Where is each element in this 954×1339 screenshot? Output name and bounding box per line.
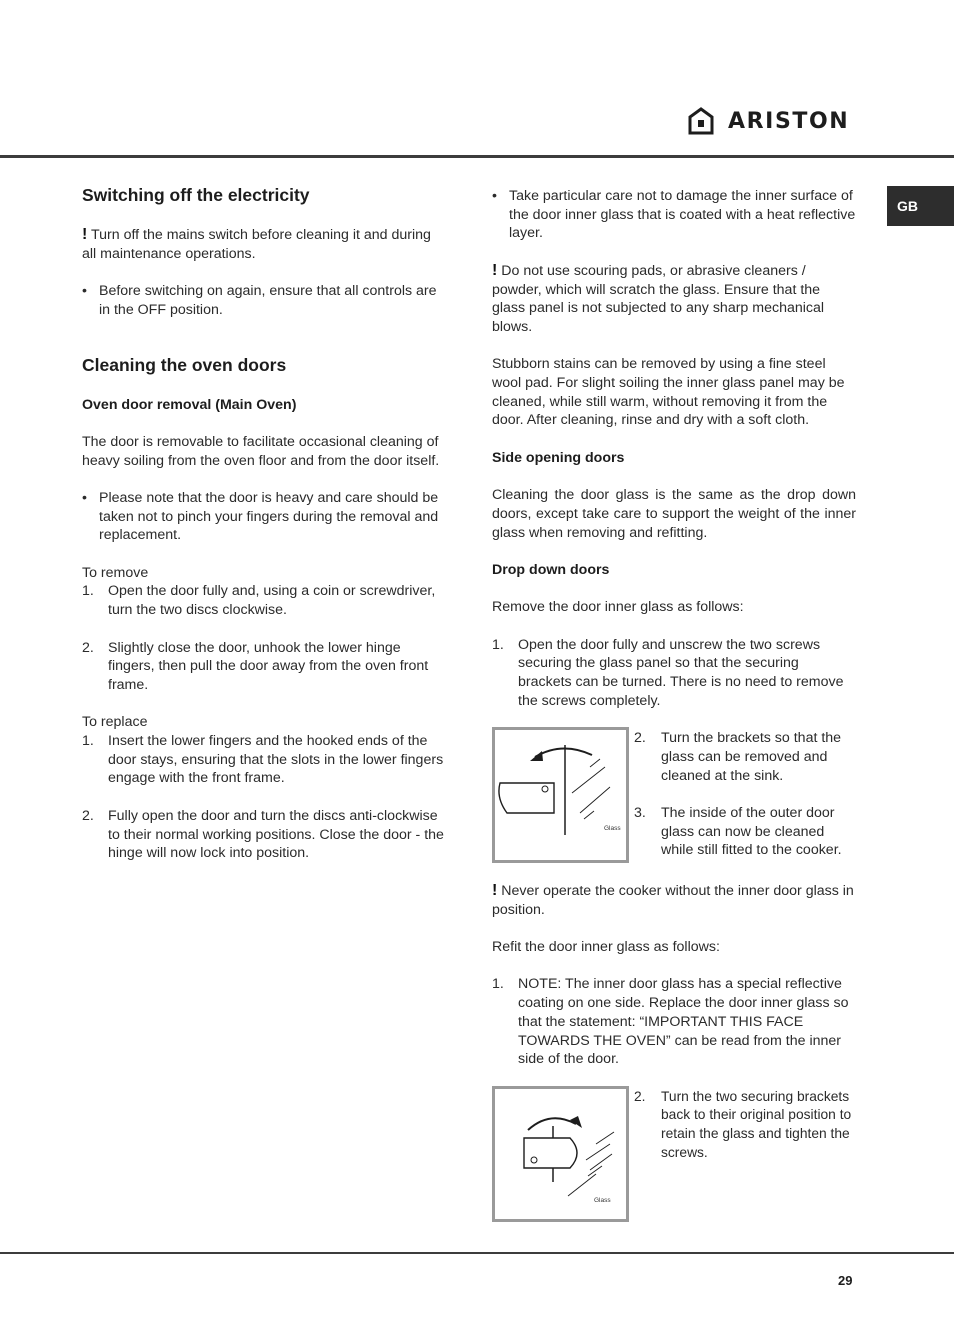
step-number: 2. — [82, 639, 94, 656]
warning-mark: ! — [492, 881, 498, 899]
warning-mark: ! — [82, 226, 88, 243]
door-intro: The door is removable to facilitate occasional cleaning of heavy soiling from the oven floor and from the door itself. — [82, 433, 440, 469]
refit-intro: Refit the door inner glass as follows: — [492, 939, 720, 956]
remove-step — [82, 582, 448, 619]
side-opening-text: Cleaning the door glass is the same as the drop down doors, except take care to support the weight of the inner glass when removing and refitting. — [492, 487, 856, 541]
footer-rule — [0, 1252, 954, 1254]
subtitle-drop-down: Drop down doors — [492, 561, 610, 578]
refit-step — [492, 975, 856, 1069]
section-title-oven-doors: Cleaning the oven doors — [82, 354, 287, 375]
remove-step — [82, 639, 448, 695]
page-number: 29 — [838, 1273, 853, 1288]
left-column — [82, 184, 448, 882]
step-text: Slightly close the door, unhook the lower hinge fingers, then pull the door away from the oven front frame. — [108, 639, 429, 693]
figure-steps-remove — [634, 729, 856, 860]
step-text: Turn the two securing brackets back to their original position to retain the glass and tighten the screws. — [661, 1088, 852, 1160]
stubborn-stains: Stubborn stains can be removed by using a fine steel wool pad. For slight soiling the inner glass panel may be cleaned, while still warm, without removing it from the door. After cleaning, rinse and dry with a soft cloth. — [492, 356, 845, 429]
step-text: Insert the lower fingers and the hooked ends of the door stays, ensuring that the slots in the lower fingers engage with the front frame. — [108, 733, 444, 787]
subtitle-side-opening: Side opening doors — [492, 449, 625, 466]
figure-row-refit — [492, 1088, 856, 1222]
section-title-electricity: Switching off the electricity — [82, 185, 310, 205]
step-number: 1. — [82, 733, 94, 750]
warning-no-inner-glass — [492, 882, 856, 919]
brand-logo — [688, 106, 849, 136]
brand-name: ARISTON — [728, 108, 850, 134]
warning-mark: ! — [492, 261, 498, 279]
bracket-turn-diagram-icon — [492, 727, 629, 863]
right-column — [492, 187, 856, 1240]
step-text: Fully open the door and turn the discs anti-clockwise to their normal working positions. Close the door - the hinge will now lock into position. — [108, 807, 444, 862]
figure-glass-label: Glass — [604, 825, 621, 833]
bracket-refit-diagram-icon — [492, 1086, 629, 1222]
fig-step — [634, 729, 856, 785]
bullet-controls-off: • Before switching on again, ensure that all controls are in the OFF position. — [82, 282, 448, 319]
step-number: 3. — [634, 805, 646, 822]
step-number: 1. — [492, 976, 504, 993]
bullet-heavy-door: • Please note that the door is heavy and care should be taken not to pinch your fingers during the removal and replacement. — [82, 489, 448, 545]
to-remove-label: To remove — [82, 564, 149, 581]
step-number: 1. — [82, 583, 94, 600]
step-text: Open the door fully and unscrew the two screws securing the glass panel so that the securing brackets can be turned. There is no need to remove the screws completely. — [518, 636, 844, 709]
step-number: 2. — [634, 730, 646, 747]
fig-step — [634, 804, 856, 860]
figure-glass-label: Glass — [594, 1196, 611, 1204]
replace-step — [82, 807, 448, 863]
bullet-inner-surface: • Take particular care not to damage the inner surface of the door inner glass that is coated with a heat reflective layer. — [492, 187, 856, 243]
step-number: 1. — [492, 636, 504, 653]
step-number: 2. — [82, 807, 94, 824]
drop-step — [492, 636, 856, 711]
fig-step — [634, 1088, 856, 1163]
header-rule — [0, 155, 954, 158]
subtitle-door-removal: Oven door removal (Main Oven) — [82, 396, 297, 413]
step-text: The inside of the outer door glass can now be cleaned while still fitted to the cooker. — [661, 805, 842, 859]
figure-row-remove — [492, 729, 856, 863]
warning-mains — [82, 226, 448, 263]
drop-down-intro: Remove the door inner glass as follows: — [492, 599, 744, 616]
warning-no-inner-glass-text: Never operate the cooker without the inner door glass in position. — [492, 882, 854, 918]
step-text: NOTE: The inner door glass has a special reflective coating on one side. Replace the door inner glass so that the statement: “IMPORTANT THIS FACE TOWARDS THE OVEN” can be read from the inner side of the door. — [518, 976, 849, 1068]
to-replace-label: To replace — [82, 714, 148, 731]
warning-scouring — [492, 262, 856, 337]
step-number: 2. — [634, 1088, 646, 1104]
step-text: Turn the brackets so that the glass can be removed and cleaned at the sink. — [661, 730, 842, 784]
step-text: Open the door fully and, using a coin or screwdriver, turn the two discs clockwise. — [108, 583, 436, 619]
figure-steps-refit — [634, 1088, 856, 1163]
replace-step — [82, 732, 448, 788]
house-logo-icon — [688, 107, 714, 135]
warning-mains-text: Turn off the mains switch before cleaning it and during all maintenance operations. — [82, 227, 431, 262]
language-tab: GB — [887, 186, 954, 226]
warning-scouring-text: Do not use scouring pads, or abrasive cleaners / powder, which will scratch the glass. Ensure that the glass panel is not subjected to any sharp mechanical blows. — [492, 262, 825, 335]
